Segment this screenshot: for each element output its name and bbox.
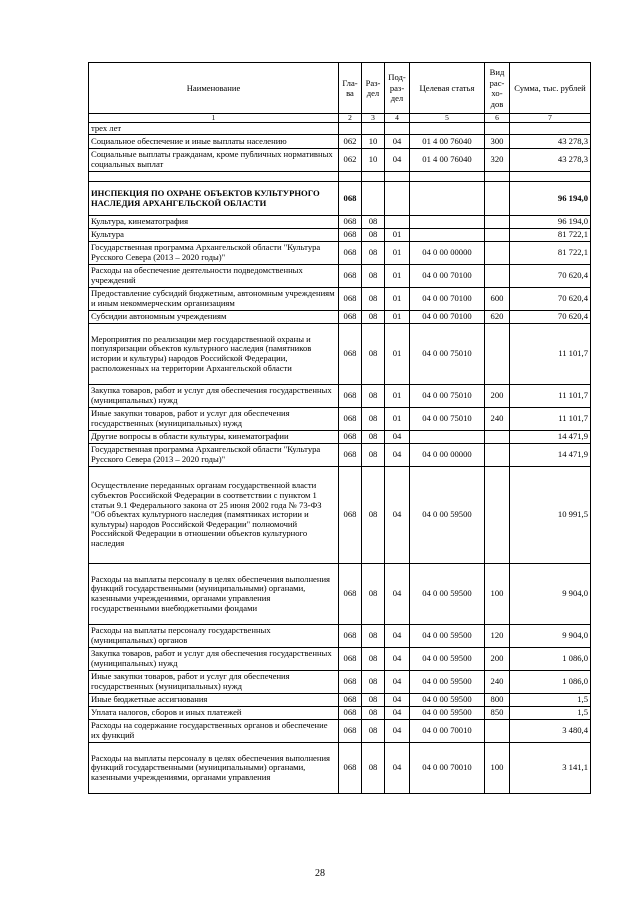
row-target: 04 0 00 70010	[410, 743, 485, 794]
row-subsection: 01	[385, 242, 410, 265]
row-sum: 96 194,0	[510, 216, 591, 229]
row-subsection: 01	[385, 385, 410, 408]
row-sum: 9 904,0	[510, 625, 591, 648]
row-type: 240	[485, 408, 510, 431]
row-target: 04 0 00 59500	[410, 564, 485, 625]
row-name: Расходы на выплаты персоналу в целях обеспечения выполнения функций государственными (муниципальными) органами, казенными учреждениями, органами управления	[89, 743, 339, 794]
table-row	[89, 408, 591, 431]
table-row	[89, 564, 591, 625]
row-sum: 9 904,0	[510, 564, 591, 625]
row-subsection: 01	[385, 229, 410, 242]
table-row	[89, 671, 591, 694]
row-type: 800	[485, 694, 510, 707]
column-number: 2	[339, 114, 362, 123]
row-sum: 70 620,4	[510, 288, 591, 311]
row-section: 08	[362, 671, 385, 694]
row-name: Расходы на выплаты персоналу в целях обеспечения выполнения функций государственными (муниципальными) органами, казенными учреждениями, органами управления государственными внебюджетными фондами	[89, 564, 339, 625]
row-name: Иные закупки товаров, работ и услуг для обеспечения государственных (муниципальных) нужд	[89, 671, 339, 694]
row-section: 10	[362, 149, 385, 172]
table-row	[89, 123, 591, 135]
row-name: Мероприятия по реализации мер государственной охраны и популяризации объектов культурного наследия (памятников истории и культуры) народов Российской Федерации, расположенных на территории Архангельской области	[89, 324, 339, 385]
row-chapter: 068	[339, 467, 362, 564]
row-subsection: 04	[385, 149, 410, 172]
header-type: Вид рас-хо-дов	[485, 63, 510, 114]
row-section: 08	[362, 694, 385, 707]
table-row	[89, 743, 591, 794]
column-number-row	[89, 114, 591, 123]
row-subsection: 04	[385, 467, 410, 564]
row-section: 08	[362, 216, 385, 229]
row-type	[485, 431, 510, 444]
row-target	[410, 172, 485, 182]
row-type: 300	[485, 135, 510, 149]
row-section: 08	[362, 229, 385, 242]
row-section: 08	[362, 648, 385, 671]
row-subsection: 01	[385, 288, 410, 311]
row-chapter: 068	[339, 671, 362, 694]
table-row	[89, 707, 591, 720]
row-sum: 10 991,5	[510, 467, 591, 564]
table-row	[89, 242, 591, 265]
table-row	[89, 431, 591, 444]
row-sum: 11 101,7	[510, 385, 591, 408]
row-sum: 81 722,1	[510, 242, 591, 265]
row-sum: 81 722,1	[510, 229, 591, 242]
header-chapter: Гла-ва	[339, 63, 362, 114]
row-type	[485, 720, 510, 743]
row-chapter: 068	[339, 288, 362, 311]
row-name: Социальное обеспечение и иные выплаты населению	[89, 135, 339, 149]
row-chapter: 068	[339, 743, 362, 794]
row-sum: 43 278,3	[510, 135, 591, 149]
row-chapter: 068	[339, 265, 362, 288]
row-name: Закупка товаров, работ и услуг для обеспечения государственных (муниципальных) нужд	[89, 648, 339, 671]
table-row	[89, 265, 591, 288]
row-type	[485, 324, 510, 385]
row-name: Культура	[89, 229, 339, 242]
row-target: 04 0 00 59500	[410, 707, 485, 720]
header-target: Целевая статья	[410, 63, 485, 114]
row-section: 08	[362, 707, 385, 720]
table-row	[89, 149, 591, 172]
row-subsection: 04	[385, 135, 410, 149]
row-section: 08	[362, 385, 385, 408]
row-target: 04 0 00 75010	[410, 324, 485, 385]
row-chapter: 068	[339, 311, 362, 324]
row-name: Расходы на содержание государственных органов и обеспечение их функций	[89, 720, 339, 743]
page-number: 28	[315, 868, 325, 879]
row-type	[485, 444, 510, 467]
budget-table-page	[88, 62, 590, 794]
row-chapter: 068	[339, 648, 362, 671]
row-subsection: 04	[385, 694, 410, 707]
row-section	[362, 182, 385, 216]
row-chapter: 062	[339, 135, 362, 149]
row-sum: 14 471,9	[510, 444, 591, 467]
row-target: 04 0 00 00000	[410, 242, 485, 265]
row-subsection	[385, 123, 410, 135]
row-name: Закупка товаров, работ и услуг для обеспечения государственных (муниципальных) нужд	[89, 385, 339, 408]
row-sum: 11 101,7	[510, 324, 591, 385]
row-type: 200	[485, 648, 510, 671]
row-type: 850	[485, 707, 510, 720]
header-name: Наименование	[89, 63, 339, 114]
row-chapter: 068	[339, 324, 362, 385]
row-type: 600	[485, 288, 510, 311]
row-chapter: 068	[339, 694, 362, 707]
row-section: 08	[362, 242, 385, 265]
row-type: 240	[485, 671, 510, 694]
column-number: 7	[510, 114, 591, 123]
row-subsection: 04	[385, 648, 410, 671]
row-type	[485, 265, 510, 288]
row-sum: 1,5	[510, 694, 591, 707]
column-number: 1	[89, 114, 339, 123]
row-sum: 70 620,4	[510, 265, 591, 288]
row-subsection: 04	[385, 720, 410, 743]
row-name: Осуществление переданных органам государственной власти субъектов Российской Федерации в соответствии с пунктом 1 статьи 9.1 Федерального закона от 25 июня 2002 года № 73-ФЗ "Об объектах культурного наследия (памятниках истории и культуры) народов Российской Федерации" полномочий Российской Федерации в отношении объектов культурного наследия	[89, 467, 339, 564]
row-chapter	[339, 172, 362, 182]
row-chapter: 068	[339, 444, 362, 467]
table-row	[89, 229, 591, 242]
row-sum: 1,5	[510, 707, 591, 720]
row-target: 04 0 00 59500	[410, 625, 485, 648]
row-target	[410, 123, 485, 135]
row-chapter: 068	[339, 216, 362, 229]
row-subsection: 01	[385, 408, 410, 431]
row-chapter: 068	[339, 720, 362, 743]
row-target: 01 4 00 76040	[410, 135, 485, 149]
row-type: 100	[485, 564, 510, 625]
row-subsection: 01	[385, 265, 410, 288]
row-sum	[510, 172, 591, 182]
row-chapter: 068	[339, 182, 362, 216]
row-target: 04 0 00 00000	[410, 444, 485, 467]
row-type: 100	[485, 743, 510, 794]
row-target	[410, 229, 485, 242]
row-section: 10	[362, 135, 385, 149]
row-name: Предоставление субсидий бюджетным, автономным учреждениям и иным некоммерческим организациям	[89, 288, 339, 311]
row-type: 120	[485, 625, 510, 648]
table-row	[89, 694, 591, 707]
row-type: 320	[485, 149, 510, 172]
row-subsection: 01	[385, 311, 410, 324]
row-target: 04 0 00 70010	[410, 720, 485, 743]
row-type	[485, 467, 510, 564]
budget-table	[88, 62, 591, 794]
table-row	[89, 648, 591, 671]
row-sum: 14 471,9	[510, 431, 591, 444]
row-section: 08	[362, 720, 385, 743]
row-section	[362, 172, 385, 182]
row-subsection: 01	[385, 324, 410, 385]
row-subsection	[385, 172, 410, 182]
column-number: 4	[385, 114, 410, 123]
row-chapter: 068	[339, 242, 362, 265]
row-section: 08	[362, 324, 385, 385]
row-target: 04 0 00 59500	[410, 467, 485, 564]
row-subsection: 04	[385, 431, 410, 444]
row-name: Иные бюджетные ассигнования	[89, 694, 339, 707]
row-section	[362, 123, 385, 135]
row-name: Расходы на выплаты персоналу государственных (муниципальных) органов	[89, 625, 339, 648]
table-row	[89, 444, 591, 467]
row-subsection: 04	[385, 564, 410, 625]
row-type: 200	[485, 385, 510, 408]
row-name: Государственная программа Архангельской области "Культура Русского Севера (2013 – 2020 годы)"	[89, 444, 339, 467]
row-sum: 96 194,0	[510, 182, 591, 216]
row-section: 08	[362, 743, 385, 794]
row-subsection	[385, 216, 410, 229]
row-target: 01 4 00 76040	[410, 149, 485, 172]
row-sum: 11 101,7	[510, 408, 591, 431]
row-section: 08	[362, 467, 385, 564]
row-target: 04 0 00 59500	[410, 648, 485, 671]
table-row	[89, 172, 591, 182]
row-chapter: 068	[339, 385, 362, 408]
row-section: 08	[362, 444, 385, 467]
row-sum: 1 086,0	[510, 671, 591, 694]
row-sum	[510, 123, 591, 135]
row-section: 08	[362, 431, 385, 444]
row-target	[410, 431, 485, 444]
row-chapter: 068	[339, 564, 362, 625]
row-target: 04 0 00 59500	[410, 671, 485, 694]
row-name: Уплата налогов, сборов и иных платежей	[89, 707, 339, 720]
row-target: 04 0 00 75010	[410, 408, 485, 431]
row-section: 08	[362, 564, 385, 625]
row-target: 04 0 00 59500	[410, 694, 485, 707]
row-target: 04 0 00 70100	[410, 265, 485, 288]
row-name: Государственная программа Архангельской области "Культура Русского Севера (2013 – 2020 годы)"	[89, 242, 339, 265]
table-row	[89, 311, 591, 324]
table-row	[89, 625, 591, 648]
row-name: Субсидии автономным учреждениям	[89, 311, 339, 324]
row-subsection: 04	[385, 625, 410, 648]
row-name: Социальные выплаты гражданам, кроме публичных нормативных социальных выплат	[89, 149, 339, 172]
table-row	[89, 216, 591, 229]
row-type	[485, 229, 510, 242]
header-subsection: Под-раз-дел	[385, 63, 410, 114]
row-subsection: 04	[385, 671, 410, 694]
column-number: 5	[410, 114, 485, 123]
row-name: ИНСПЕКЦИЯ ПО ОХРАНЕ ОБЪЕКТОВ КУЛЬТУРНОГО НАСЛЕДИЯ АРХАНГЕЛЬСКОЙ ОБЛАСТИ	[89, 182, 339, 216]
header-sum: Сумма, тыс. рублей	[510, 63, 591, 114]
row-type: 620	[485, 311, 510, 324]
row-subsection: 04	[385, 707, 410, 720]
row-type	[485, 123, 510, 135]
row-sum: 3 480,4	[510, 720, 591, 743]
row-target: 04 0 00 70100	[410, 288, 485, 311]
row-chapter: 062	[339, 149, 362, 172]
row-chapter: 068	[339, 625, 362, 648]
row-type	[485, 182, 510, 216]
row-chapter: 068	[339, 229, 362, 242]
row-subsection: 04	[385, 743, 410, 794]
row-target: 04 0 00 70100	[410, 311, 485, 324]
column-number: 3	[362, 114, 385, 123]
row-subsection: 04	[385, 444, 410, 467]
row-sum: 3 141,1	[510, 743, 591, 794]
row-name: Иные закупки товаров, работ и услуг для обеспечения государственных (муниципальных) нужд	[89, 408, 339, 431]
table-row	[89, 467, 591, 564]
row-sum: 70 620,4	[510, 311, 591, 324]
table-row	[89, 324, 591, 385]
row-target: 04 0 00 75010	[410, 385, 485, 408]
row-section: 08	[362, 288, 385, 311]
row-chapter: 068	[339, 431, 362, 444]
row-section: 08	[362, 408, 385, 431]
row-section: 08	[362, 311, 385, 324]
row-section: 08	[362, 265, 385, 288]
row-name: Другие вопросы в области культуры, кинематографии	[89, 431, 339, 444]
row-chapter: 068	[339, 408, 362, 431]
row-chapter: 068	[339, 707, 362, 720]
table-row	[89, 288, 591, 311]
row-section: 08	[362, 625, 385, 648]
row-type	[485, 172, 510, 182]
table-row	[89, 135, 591, 149]
row-name	[89, 172, 339, 182]
table-row	[89, 720, 591, 743]
row-type	[485, 242, 510, 265]
row-chapter	[339, 123, 362, 135]
row-name: трех лет	[89, 123, 339, 135]
row-name: Культура, кинематография	[89, 216, 339, 229]
table-row	[89, 182, 591, 216]
column-number: 6	[485, 114, 510, 123]
header-section: Раз-дел	[362, 63, 385, 114]
table-header-row	[89, 63, 591, 114]
row-subsection	[385, 182, 410, 216]
table-row	[89, 385, 591, 408]
row-type	[485, 216, 510, 229]
row-sum: 43 278,3	[510, 149, 591, 172]
row-target	[410, 182, 485, 216]
row-sum: 1 086,0	[510, 648, 591, 671]
row-name: Расходы на обеспечение деятельности подведомственных учреждений	[89, 265, 339, 288]
row-target	[410, 216, 485, 229]
